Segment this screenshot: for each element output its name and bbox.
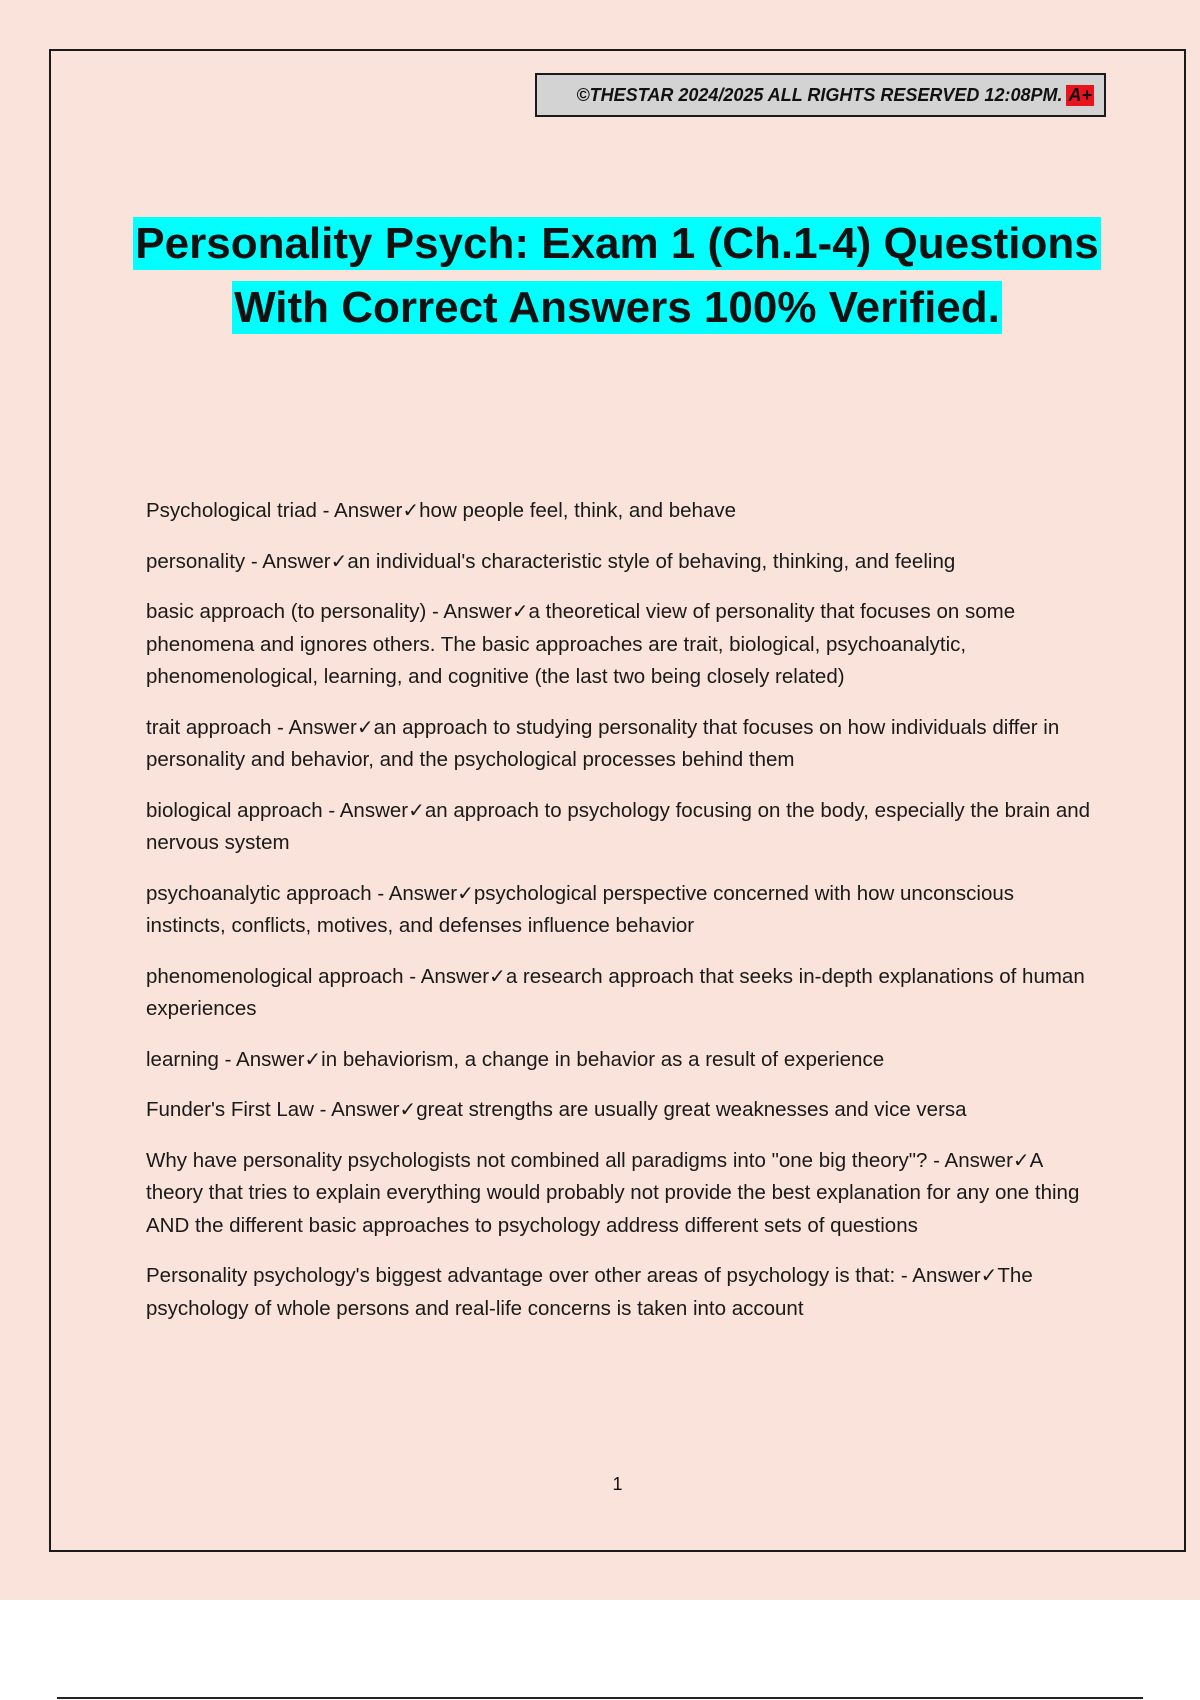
answer-label: Answer — [339, 798, 409, 822]
answer-label: Answer — [236, 1047, 305, 1071]
qa-term: Funder's First Law — [146, 1098, 314, 1121]
checkmark-icon: ✓ — [1012, 1147, 1030, 1172]
qa-answer: great strengths are usually great weaknesses and vice versa — [416, 1098, 967, 1121]
checkmark-icon: ✓ — [457, 880, 474, 905]
checkmark-icon: ✓ — [356, 714, 374, 739]
checkmark-icon: ✓ — [980, 1263, 998, 1287]
qa-item: psychoanalytic approach - Answer✓psychological perspective concerned with how unconscious instincts, conflicts, motives, and defenses influence behavior — [146, 880, 1014, 937]
qa-item: biological approach - Answer✓an approach to psychology focusing on the body, especially the brain and nervous system — [146, 797, 1091, 854]
qa-term: Personality psychology's biggest advantage over other areas of psychology is that: — [146, 1264, 896, 1287]
qa-term: basic approach (to personality) — [146, 600, 427, 623]
answer-label: Answer — [262, 549, 331, 573]
qa-answer: how people feel, think, and behave — [419, 499, 736, 522]
next-page-rule — [57, 1697, 1143, 1699]
qa-term: phenomenological approach — [146, 964, 404, 988]
grade-badge: A+ — [1068, 84, 1092, 105]
qa-answer: a theoretical view of personality that focuses on some phenomena and ignores others. The basic approaches are trait, biological, psychoanalytic, phenomenological, learning, and cognitive (the last two being closely related) — [146, 600, 1016, 688]
qa-item: Personality psychology's biggest advantage over other areas of psychology is that: - Answer✓The psychology of whole persons and real-life concerns is taken into account — [146, 1263, 1033, 1320]
document-title — [80, 212, 1154, 340]
answer-label: Answer — [331, 1098, 400, 1121]
copyright-header — [535, 73, 1106, 117]
qa-item: Psychological triad - Answer✓how people feel, think, and behave — [146, 498, 736, 522]
question-answer-list — [146, 494, 1096, 1342]
qa-answer: The psychology of whole persons and real-life concerns is taken into account — [146, 1264, 1033, 1320]
qa-term: biological approach — [146, 798, 323, 822]
answer-label: Answer — [388, 881, 458, 905]
qa-item: basic approach (to personality) - Answer✓a theoretical view of personality that focuses on some phenomena and ignores others. The basic approaches are trait, biological, psychoanalytic, phenomenological, learning, and cognitive (the last two being closely related) — [146, 599, 1016, 688]
qa-item: personality - Answer✓an individual's characteristic style of behaving, thinking, and feeling — [146, 548, 956, 573]
answer-label: Answer — [443, 600, 512, 623]
page-number: 1 — [612, 1474, 623, 1494]
title-line-1: Personality Psych: Exam 1 (Ch.1-4) Questions — [135, 219, 1099, 268]
qa-answer: an approach to studying personality that focuses on how individuals differ in personality and behavior, and the psychological processes behind them — [146, 715, 1060, 771]
checkmark-icon: ✓ — [402, 498, 420, 522]
qa-answer: psychological perspective concerned with how unconscious instincts, conflicts, motives, and defenses influence behavior — [146, 881, 1014, 937]
answer-label: Answer — [420, 964, 490, 988]
checkmark-icon: ✓ — [304, 1046, 322, 1071]
checkmark-icon: ✓ — [511, 599, 529, 623]
answer-label: Answer — [288, 715, 357, 739]
qa-item: trait approach - Answer✓an approach to studying personality that focuses on how individuals differ in personality and behavior, and the psychological processes behind them — [146, 714, 1060, 771]
qa-item: learning - Answer✓in behaviorism, a change in behavior as a result of experience — [146, 1046, 885, 1071]
checkmark-icon: ✓ — [399, 1097, 417, 1121]
answer-label: Answer — [334, 499, 403, 522]
qa-item: phenomenological approach - Answer✓a research approach that seeks in-depth explanations of human experiences — [146, 963, 1085, 1020]
qa-answer: an approach to psychology focusing on the body, especially the brain and nervous system — [146, 798, 1091, 854]
qa-answer: a research approach that seeks in-depth explanations of human experiences — [146, 964, 1085, 1020]
qa-item: Funder's First Law - Answer✓great strengths are usually great weaknesses and vice versa — [146, 1097, 967, 1121]
answer-label: Answer — [912, 1264, 981, 1287]
qa-term: trait approach — [146, 715, 272, 739]
title-line-2: With Correct Answers 100% Verified. — [234, 283, 1000, 332]
copyright-text: ©THESTAR 2024/2025 ALL RIGHTS RESERVED 12:08PM. — [576, 84, 1063, 105]
qa-term: Psychological triad — [146, 499, 317, 522]
qa-answer: in behaviorism, a change in behavior as a result of experience — [321, 1047, 885, 1071]
qa-item: Why have personality psychologists not combined all paradigms into "one big theory"? - Answer✓A theory that tries to explain everything would probably not provide the best explanation for any one thing AND the different basic approaches to psychology address different sets of questions — [146, 1147, 1080, 1237]
checkmark-icon: ✓ — [408, 797, 425, 822]
qa-term: Why have personality psychologists not combined all paradigms into "one big theory"? — [146, 1148, 928, 1172]
qa-term: personality — [146, 549, 246, 573]
checkmark-icon: ✓ — [330, 548, 348, 573]
qa-term: learning — [146, 1047, 219, 1071]
qa-answer: an individual's characteristic style of behaving, thinking, and feeling — [347, 549, 956, 573]
qa-answer: A theory that tries to explain everything would probably not provide the best explanation for any one thing AND the different basic approaches to psychology address different sets of questions — [146, 1148, 1080, 1237]
checkmark-icon: ✓ — [489, 963, 506, 988]
answer-label: Answer — [944, 1148, 1013, 1172]
qa-term: psychoanalytic approach — [146, 881, 372, 905]
